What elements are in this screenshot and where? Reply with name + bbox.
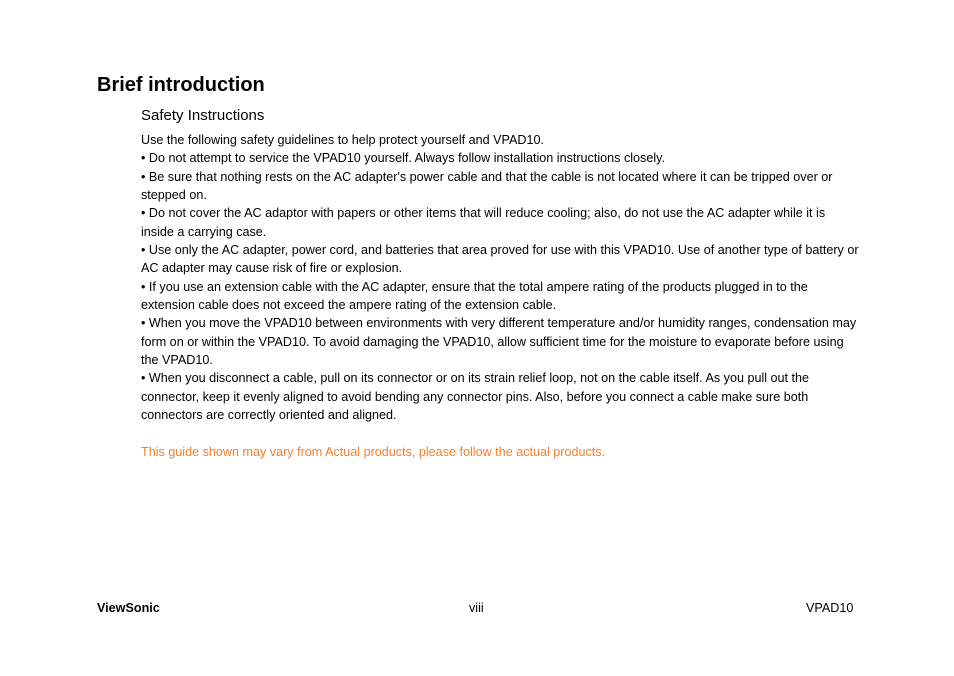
- bullet-item: • If you use an extension cable with the AC adapter, ensure that the total ampere rating of the products plugged in to the extension cable does not exceed the ampere rating of the extension cable.: [141, 279, 808, 312]
- footer-page-number: viii: [469, 601, 484, 615]
- bullet-item: • When you disconnect a cable, pull on its connector or on its strain relief loop, not on the cable itself. As you pull out the connector, keep it evenly aligned to avoid bending any connector pins. Also, before you connect a cable make sure both connectors are correctly oriented and aligned.: [141, 371, 810, 422]
- disclaimer-notice: This guide shown may vary from Actual products, please follow the actual products.: [141, 444, 606, 459]
- bullet-item: • Do not attempt to service the VPAD10 yourself. Always follow installation instructions closely.: [141, 151, 666, 166]
- bullet-item: • When you move the VPAD10 between environments with very different temperature and/or humidity ranges, condensation may form on or within the VPAD10. To avoid damaging the VPAD10, allow sufficient time for the moisture to evaporate before using the VPAD10.: [141, 316, 857, 367]
- page-title: Brief introduction: [97, 74, 265, 96]
- bullet-item: • Do not cover the AC adaptor with papers or other items that will reduce cooling; also, do not use the AC adapter while it is inside a carrying case.: [141, 206, 826, 239]
- footer-model: VPAD10: [806, 601, 854, 615]
- bullet-item: • Use only the AC adapter, power cord, and batteries that area proved for use with this VPAD10. Use of another type of battery or AC adapter may cause risk of fire or explosion.: [141, 242, 859, 276]
- bullet-item: • Be sure that nothing rests on the AC adapter's power cable and that the cable is not located where it can be tripped over or stepped on.: [141, 169, 833, 202]
- intro-paragraph: Use the following safety guidelines to help protect yourself and VPAD10.: [141, 133, 544, 147]
- footer-brand: ViewSonic: [97, 601, 160, 615]
- section-heading: Safety Instructions: [141, 107, 265, 124]
- safety-instructions-body: [141, 131, 859, 461]
